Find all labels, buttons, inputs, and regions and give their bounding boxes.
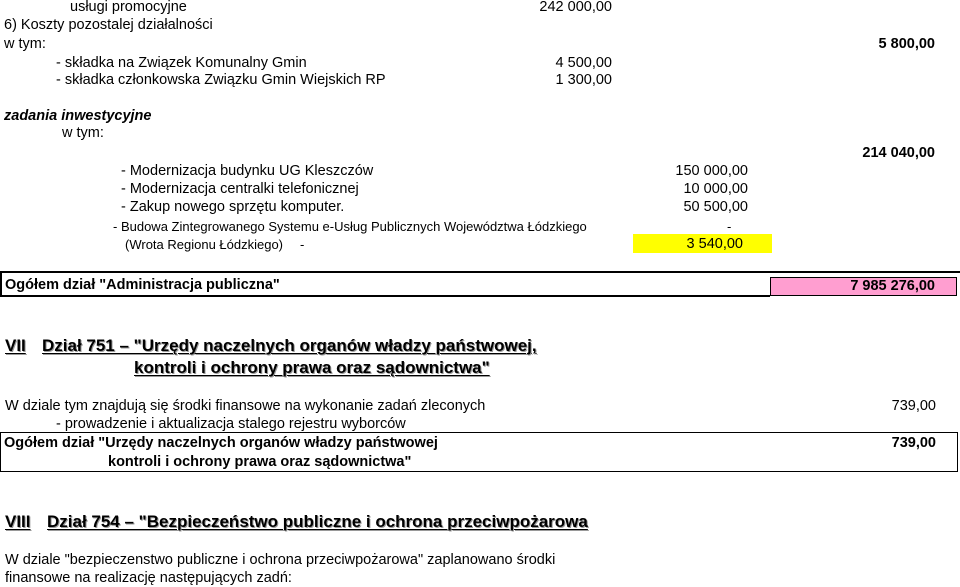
section7-desc: W dziale tym znajdują się środki finansowe na wykonanie zadań zleconych bbox=[5, 398, 486, 414]
section7-title-line1: Dział 751 – "Urzędy naczelnych organów władzy państwowej, bbox=[42, 336, 537, 355]
invest-item-1-label: - Modernizacja budynku UG Kleszczów bbox=[121, 163, 374, 179]
invest-item-2-value: 10 000,00 bbox=[683, 181, 748, 197]
section8-desc-line1: W dziale "bezpieczenstwo publiczne i ochrona przeciwpożarowa" zaplanowano środki bbox=[5, 552, 556, 568]
item6-label: 6) Koszty pozostalej działalności bbox=[4, 17, 213, 33]
sub1-value: 4 500,00 bbox=[555, 55, 612, 71]
section7-total-label1: Ogółem dział "Urzędy naczelnych organów władzy państwowej bbox=[4, 435, 438, 451]
sub1-label: - składka na Związek Komunalny Gmin bbox=[56, 55, 307, 71]
section7-roman: VII bbox=[5, 336, 26, 355]
sub2-value: 1 300,00 bbox=[555, 72, 612, 88]
section7-desc-value: 739,00 bbox=[891, 398, 936, 414]
invest-total: 214 040,00 bbox=[862, 145, 935, 161]
section8-title: Dział 754 – "Bezpieczeństwo publiczne i ochrona przeciwpożarowa bbox=[47, 512, 588, 531]
invest-item-3-label: - Zakup nowego sprzętu komputer. bbox=[121, 199, 345, 215]
section8-desc-line2: finansowe na realizację następujących zadń: bbox=[5, 570, 292, 586]
section7-total-value: 739,00 bbox=[891, 435, 936, 451]
sub2-label: - składka członkowska Związku Gmin Wiejskich RP bbox=[56, 72, 386, 88]
invest-item-2-label: - Modernizacja centralki telefonicznej bbox=[121, 181, 359, 197]
section7-total-label2: kontroli i ochrony prawa oraz sądownictwa" bbox=[108, 454, 412, 470]
budowa-line2: (Wrota Regionu Łódzkiego) bbox=[125, 237, 284, 252]
admin-total-label: Ogółem dział "Administracja publiczna" bbox=[5, 277, 280, 293]
invest-item-3-value: 50 500,00 bbox=[683, 199, 748, 215]
item6-wtym: w tym: bbox=[4, 36, 46, 52]
invest-item-1-value: 150 000,00 bbox=[675, 163, 748, 179]
admin-total-bottom-rule bbox=[0, 295, 770, 297]
section7-title-line2: kontroli i ochrony prawa oraz sądownictwa" bbox=[134, 358, 490, 377]
budowa-line1: - Budowa Zintegrowanego Systemu e-Usług Publicznych Województwa Łódzkiego bbox=[113, 219, 587, 234]
uslugi-promocyjne-label: usługi promocyjne bbox=[70, 0, 187, 15]
invest-wtym: w tym: bbox=[62, 125, 104, 141]
admin-total-left-rule bbox=[0, 271, 2, 296]
admin-total-top-rule bbox=[0, 271, 960, 273]
budowa-line2-dash: - bbox=[300, 237, 305, 252]
invest-title: zadania inwestycyjne bbox=[4, 108, 152, 124]
item6-total: 5 800,00 bbox=[878, 36, 935, 52]
section7-item: - prowadzenie i aktualizacja stalego rejestru wyborców bbox=[56, 416, 406, 432]
budowa-dash: - bbox=[727, 219, 732, 234]
section8-roman: VIII bbox=[5, 512, 31, 531]
budowa-value: 3 540,00 bbox=[686, 236, 743, 252]
uslugi-promocyjne-value: 242 000,00 bbox=[539, 0, 612, 15]
admin-total-value: 7 985 276,00 bbox=[850, 278, 935, 294]
